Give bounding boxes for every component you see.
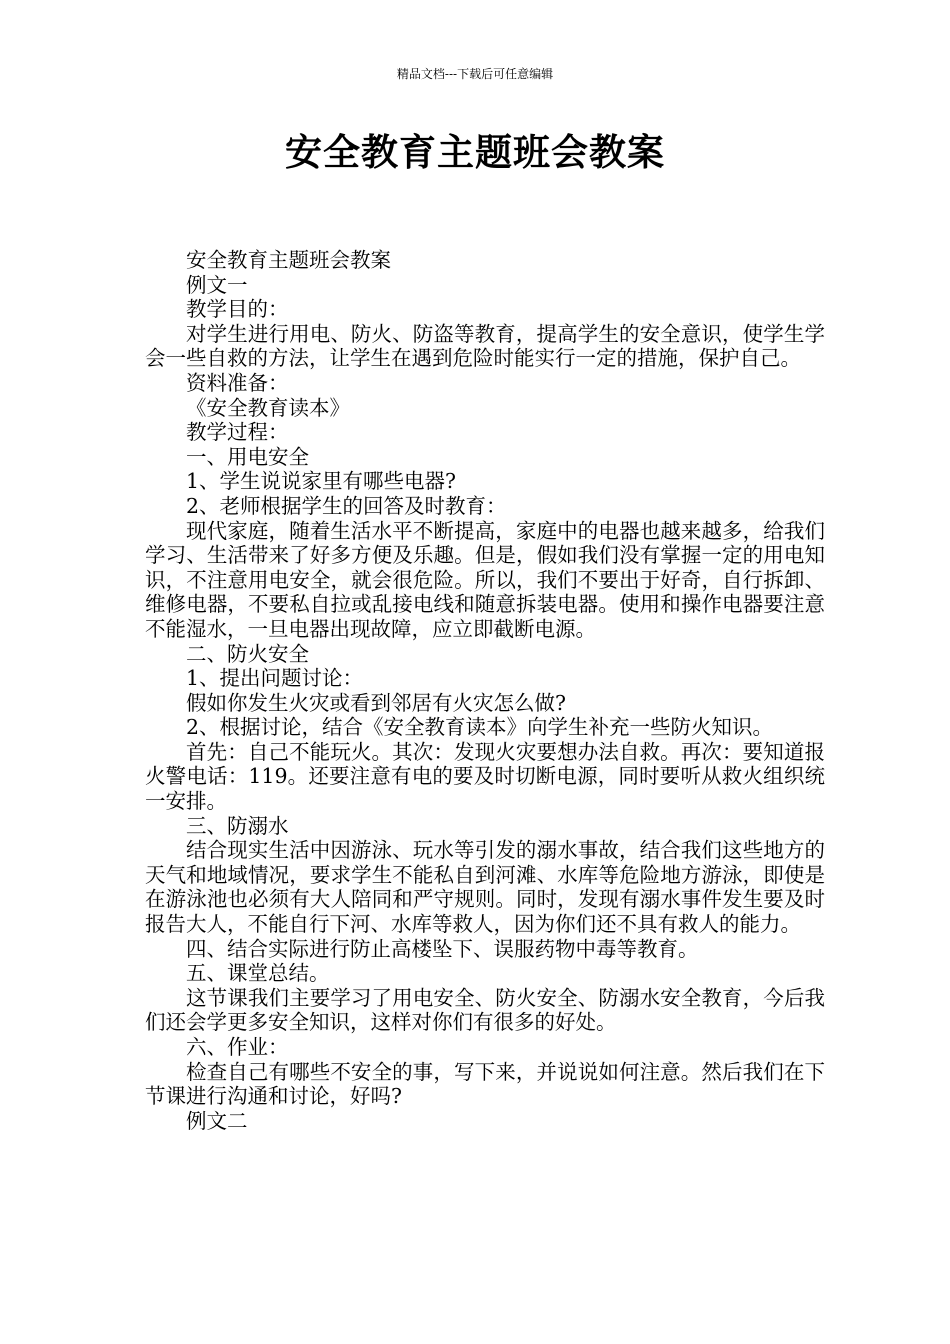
paragraph: 二、防火安全 xyxy=(186,641,309,666)
paragraph: 假如你发生火灾或看到邻居有火灾怎么做? xyxy=(186,690,566,715)
paragraph: 2、根据讨论，结合《安全教育读本》向学生补充一些防火知识。 xyxy=(186,715,774,740)
paragraph: 检查自己有哪些不安全的事，写下来，并说说如何注意。然后我们在下节课进行沟通和讨论，好吗? xyxy=(145,1059,825,1109)
page-header: 精品文档---下载后可任意编辑 xyxy=(396,67,554,81)
document-title: 安全教育主题班会教案 xyxy=(285,130,665,174)
paragraph: 一、用电安全 xyxy=(186,444,309,469)
document-body xyxy=(145,248,825,1133)
paragraph: 教学过程： xyxy=(186,420,289,445)
paragraph: 四、结合实际进行防止高楼坠下、误服药物中毒等教育。 xyxy=(186,936,699,961)
paragraph: 资料准备： xyxy=(186,370,289,395)
paragraph: 《安全教育读本》 xyxy=(186,395,350,420)
paragraph: 现代家庭，随着生活水平不断提高，家庭中的电器也越来越多，给我们学习、生活带来了好多方便及乐趣。但是，假如我们没有掌握一定的用电知识，不注意用电安全，就会很危险。所以，我们不要出于好奇，自行拆卸、维修电器，不要私自拉或乱接电线和随意拆装电器。使用和操作电器要注意不能湿水，一旦电器出现故障，应立即截断电源。 xyxy=(145,518,825,641)
paragraph: 例文一 xyxy=(186,272,248,297)
paragraph: 首先：自己不能玩火。其次：发现火灾要想办法自救。再次：要知道报火警电话：119。还要注意有电的要及时切断电源，同时要听从救火组织统一安排。 xyxy=(145,739,825,814)
paragraph: 1、提出问题讨论： xyxy=(186,666,364,691)
paragraph: 对学生进行用电、防火、防盗等教育，提高学生的安全意识，使学生学会一些自救的方法，让学生在遇到危险时能实行一定的措施，保护自己。 xyxy=(145,321,825,371)
paragraph: 安全教育主题班会教案 xyxy=(186,248,391,272)
paragraph: 六、作业： xyxy=(186,1035,289,1059)
paragraph: 1、学生说说家里有哪些电器? xyxy=(186,469,457,494)
paragraph: 结合现实生活中因游泳、玩水等引发的溺水事故，结合我们这些地方的天气和地域情况，要求学生不能私自到河滩、水库等危险地方游泳，即使是在游泳池也必须有大人陪同和严守规则。同时，发现有溺水事件发生要及时报告大人，不能自行下河、水库等救人，因为你们还不具有救人的能力。 xyxy=(145,838,825,937)
paragraph: 例文二 xyxy=(186,1108,248,1133)
paragraph: 这节课我们主要学习了用电安全、防火安全、防溺水安全教育，今后我们还会学更多安全知识，这样对你们有很多的好处。 xyxy=(145,985,825,1035)
paragraph: 五、课堂总结。 xyxy=(186,961,330,986)
paragraph: 教学目的： xyxy=(186,297,289,322)
paragraph: 三、防溺水 xyxy=(186,813,289,838)
paragraph: 2、老师根据学生的回答及时教育： xyxy=(186,493,507,518)
